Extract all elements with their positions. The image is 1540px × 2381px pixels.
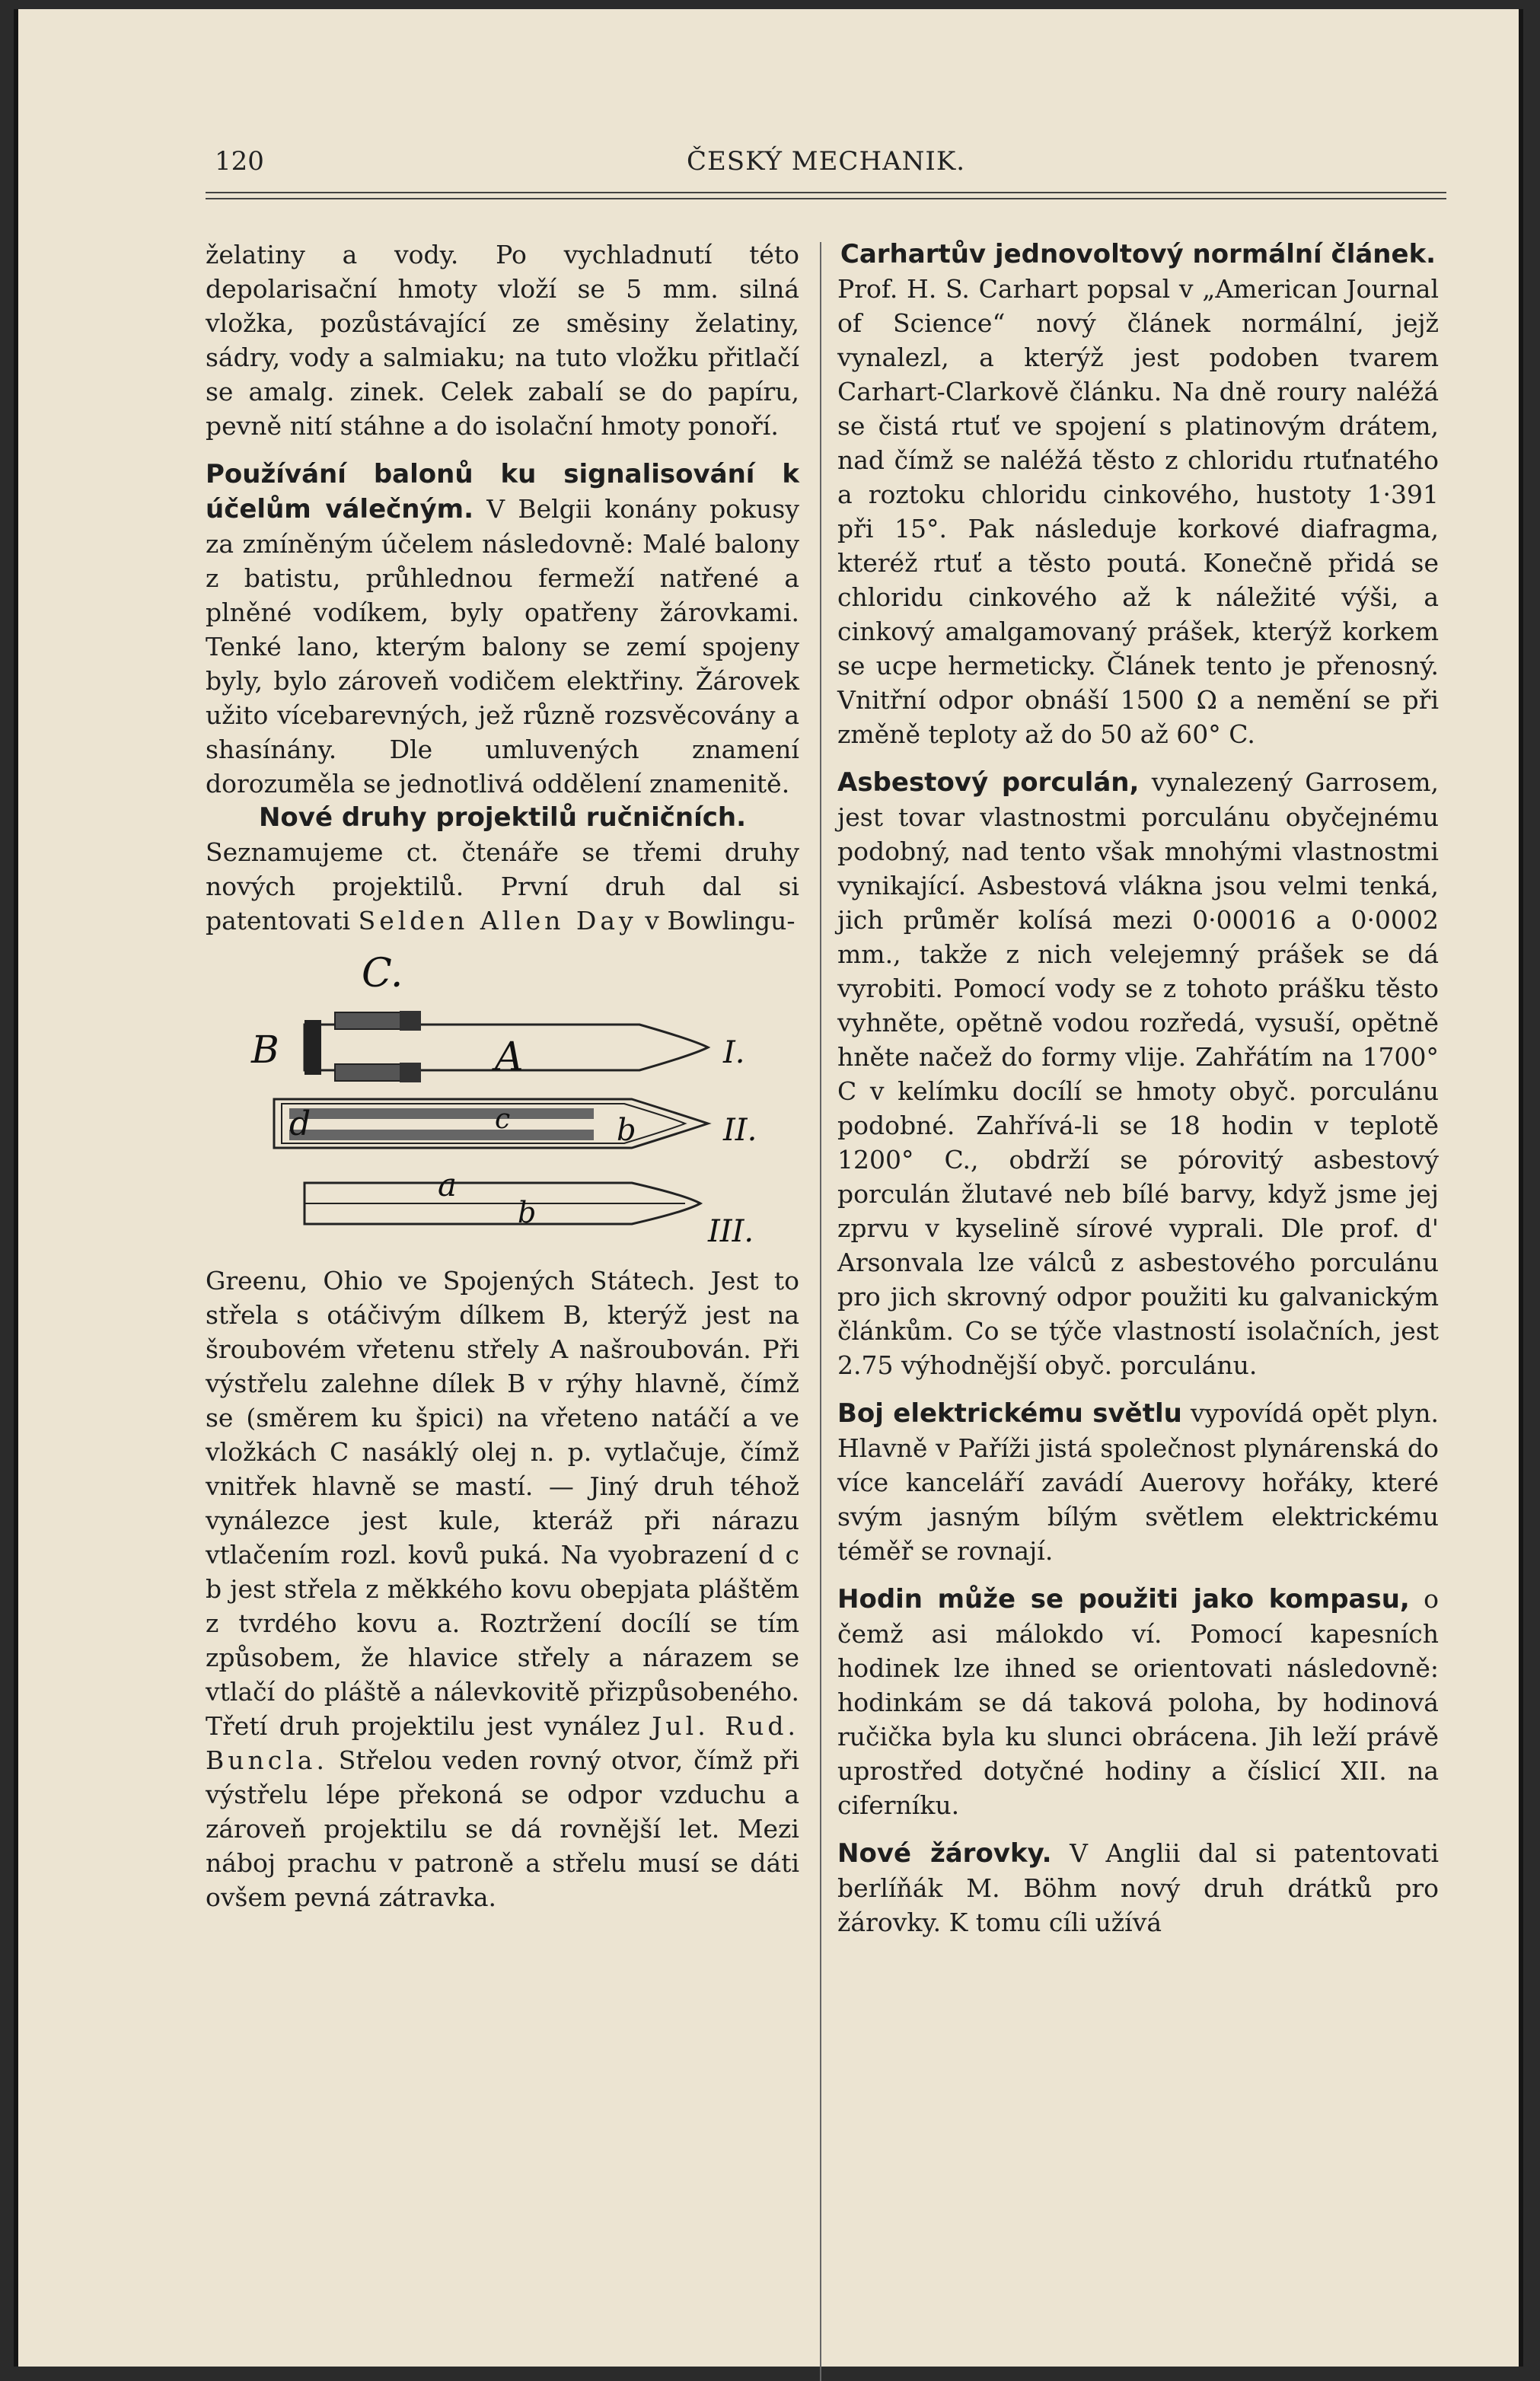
- page-header: [206, 146, 1446, 192]
- heading-compass: Hodin může se použiti jako kompasu,: [837, 1584, 1410, 1614]
- label-roman-three: III.: [708, 1214, 754, 1249]
- label-b-upper: B: [251, 1028, 279, 1072]
- label-roman-one: I.: [723, 1035, 745, 1070]
- label-c-lower: c: [495, 1104, 511, 1135]
- projectile-three: [304, 1166, 754, 1249]
- column-divider: [820, 242, 821, 2381]
- section-compass: [837, 1582, 1439, 1822]
- part-c-bottom: [335, 1064, 403, 1081]
- balloons-text: V Belgii konány pokusy za zmíněným účelem následovně: Malé balony z batistu, průhlednou fermeží natřené a plněné vodíkem, byly opatřeny žárovkami. Tenké lano, kterým balony se zemí spojeny byly, bylo zároveň vodičem elektřiny. Žárovek užito vícebarevných, jež různě rozsvěcovány a shasínány. Dle umluvených znamení dorozuměla se jednotlivá oddělení znamenitě.: [206, 494, 799, 798]
- left-column: [206, 237, 799, 1914]
- label-b-lower: b: [518, 1196, 537, 1229]
- carhart-text: Prof. H. S. Carhart popsal v „American Journal of Science“ nový článek normální, jejž vynalezl, a kterýž jest podoben tvarem Carhart-Clarkově článku. Na dně roury naléžá se čistá rtuť ve spojení s platinovým drátem, nad čímž se naléžá těsto z chloridu rtuťnatého a roztoku chloridu cinkového, hustoty 1·391 při 15°. Pak následuje korkové diafragma, kteréž rtuť a těsto poutá. Konečně přidá se chloridu cinkového až k náležité výši, a cinkový amalgamovaný prášek, kterýž korkem se ucpe hermeticky. Článek tento je přenosný. Vnitřní odpor obnáší 1500 Ω a nemění se při změně teploty až do 50 až 60° C.: [837, 274, 1439, 749]
- label-b-middle: b: [617, 1113, 636, 1148]
- projectiles-intro: [206, 835, 799, 938]
- inventor-name-two: Jul. Rud. Buncla.: [206, 1711, 799, 1775]
- heading-projectiles: Nové druhy projektilů ručničních.: [258, 802, 747, 833]
- paragraph-depolarisation: želatiny a vody. Po vychladnutí této depolarisační hmoty vloží se 5 mm. silná vložka, pozůstávající ze směsiny želatiny, sádry, vody a salmiaku; na tuto vložku přitlačí se amalg. zinek. Celek zabalí se do papíru, pevně nití stáhne a do isolační hmoty ponoří.: [206, 240, 799, 441]
- part-b-block: [304, 1020, 321, 1075]
- heading-bulbs: Nové žárovky.: [837, 1838, 1052, 1869]
- projectiles-intro-end: v Bowlingu-: [645, 906, 796, 936]
- label-c: C.: [362, 951, 403, 996]
- inventor-name: Selden Allen Day: [358, 906, 637, 936]
- heading-light: Boj elektrickému světlu: [837, 1398, 1182, 1429]
- bulbs-text: V Anglii dal si patentovati berlíňák M. Böhm nový druh drátků pro žárovky. K tomu cíli užívá: [837, 1838, 1439, 1937]
- header-rule-top: [206, 192, 1446, 193]
- light-text: vypovídá opět plyn. Hlavně v Paříži jistá společnost plynárenská do více kanceláří zavádí Auerovy hořáky, které svým jasným bílým světlem elektrickému téměř se rovnají.: [837, 1398, 1439, 1566]
- projectile-two: [274, 1099, 757, 1148]
- right-column: [837, 237, 1439, 1940]
- compass-text: o čemž asi málokdo ví. Pomocí kapesních hodinek lze ihned se orientovati následovně: hodinkám se dá taková poloha, by hodinová ručička byla ku slunci obrácena. Jih leží právě uprostřed dotyčné hodiny a číslicí XII. na ciferníku.: [837, 1584, 1439, 1820]
- header-rule-bottom: [206, 198, 1446, 199]
- label-a-lower: a: [438, 1166, 458, 1203]
- label-roman-two: II.: [723, 1113, 757, 1148]
- section-balloons: [206, 457, 799, 801]
- part-c-top: [335, 1012, 403, 1029]
- projectiles-intro-text: Seznamujeme ct. čtenáře se třemi druhy nových projektilů. První druh dal si patentovati: [206, 837, 799, 936]
- projectiles-description-end: Střelou veden rovný otvor, čímž při výstřelu lépe překoná se odpor vzduchu a zároveň projektilu se dá rovnější let. Mezi náboj prachu v patroně a střelu musí se dáti ovšem pevná zátravka.: [206, 1745, 799, 1912]
- section-asbestos: [837, 765, 1439, 1382]
- page-number: 120: [215, 146, 264, 177]
- heading-balloons: Používání balonů ku signalisování k účelům válečným.: [206, 459, 799, 524]
- asbestos-text: vynalezený Garrosem, jest tovar vlastnostmi porculánu obyčejnému podobný, nad tento však mnohými vlastnostmi vynikající. Asbestová vlákna jsou velmi tenká, jich průměr kolísá mezi 0·00016 a 0·0002 mm., takže z nich velejemný prášek se dá vyrobiti. Pomocí vody se z tohoto prášku těsto vyhněte, opětně vodou rozředá, vysuší, opětně hněte načež do formy vlije. Zahřátím na 1700° C v kelímku docílí se hmoty obyč. porculánu podobné. Zahřívá-li se 18 hodin v teplotě 1200° C., obdrží se pórovitý asbestový porculán žlutavé neb bílé barvy, když jsme jej zprvu v kyselině sírové vyprali. Dle prof. d' Arsonvala lze válců z asbestového porculánu pro jich skrovný odpor použiti ku galvanickým článkům. Co se týče vlastností isolačních, jest 2.75 výhodnější obyč. porculánu.: [837, 767, 1439, 1380]
- label-d: d: [289, 1104, 311, 1143]
- projectiles-description-text: Greenu, Ohio ve Spojených Státech. Jest to střela s otáčivým dílkem B, kterýž jest na šroubovém vřetenu střely A našroubován. Při výstřelu zalehne dílek B v rýhy hlavně, čímž se (směrem ku špici) na vřeteno natáčí a ve vložkách C nasáklý olej n. p. vytlačuje, čímž vnitřek hlavně se mastí. — Jiný druh téhož vynálezce jest kule, kteráž při nárazu vtlačením rozl. kovů puká. Na vyobrazení d c b jest střela z měkkého kovu obepjata pláštěm z tvrdého kovu a. Roztržení docílí se tím způsobem, že hlavice střely a nárazem se vtlačí do pláště a nálevkovitě přizpůsobeného. Třetí druh projektilu jest vynález: [206, 1266, 799, 1741]
- projectile-drawing: [206, 941, 799, 1261]
- section-light: [837, 1396, 1439, 1568]
- section-bulbs: [837, 1836, 1439, 1940]
- projectiles-description: [206, 1264, 799, 1914]
- projectile-figure: [206, 941, 799, 1261]
- heading-carhart: Carhartův jednovoltový normální článek.: [840, 239, 1436, 269]
- projectile-one: [250, 951, 745, 1082]
- heading-asbestos: Asbestový porculán,: [837, 767, 1140, 798]
- label-a-upper: A: [495, 1034, 524, 1080]
- running-title: ČESKÝ MECHANIK.: [686, 146, 966, 177]
